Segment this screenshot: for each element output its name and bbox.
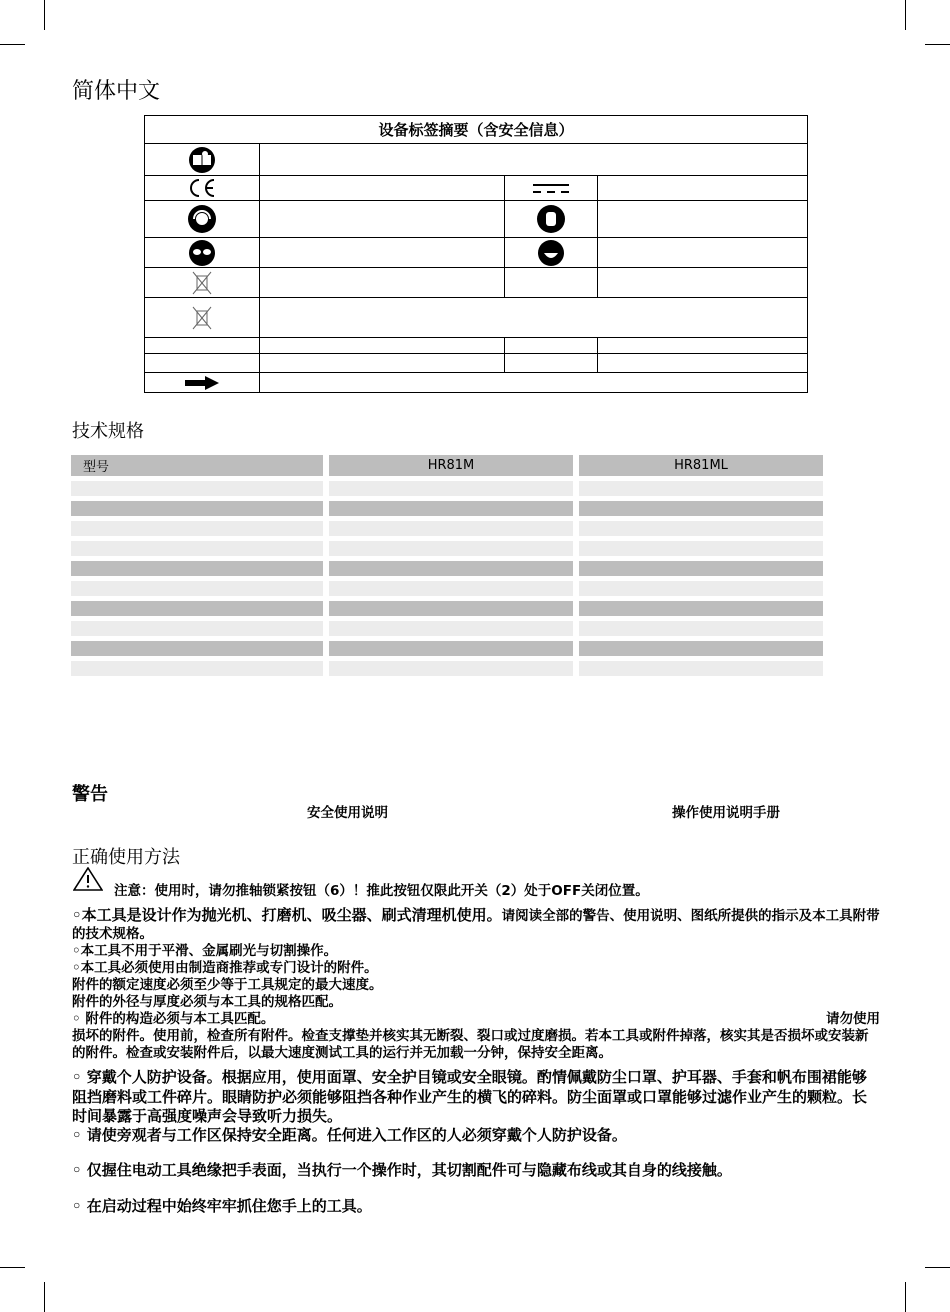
spec-header-model: 型号	[71, 455, 323, 476]
usage-item-2: ◦本工具不用于平滑、金属刷光与切割操作。	[72, 942, 338, 959]
crop-mark	[925, 44, 950, 45]
spec-header-hr81ml: HR81ML	[579, 455, 823, 476]
usage-item-6c: 损坏的附件。使用前，检查所有附件。检查支撑垫并核实其无断裂、裂口或过度磨损。若本工具或附件掉落，核实其是否损坏或安装新的附件。检查或安装附件后，以最大速度测试工具的运行并无加载一分钟，保持安全距离。	[72, 1027, 869, 1061]
insulated-grip-paragraph: ◦ 仅握住电动工具绝缘把手表面，当执行一个操作时，其切割配件可与隐藏布线或其自身的线接触。	[72, 1161, 732, 1179]
crop-mark	[905, 1282, 906, 1312]
spec-row	[71, 481, 823, 496]
spec-row	[71, 581, 823, 596]
usage-item-6a: ◦ 附件的构造必须与本工具匹配。	[72, 1010, 275, 1027]
page-title: 简体中文	[72, 79, 161, 104]
arrow-right-icon	[145, 376, 259, 390]
eye-protection-icon	[145, 239, 259, 267]
usage-body	[72, 906, 880, 1062]
operation-manual-label: 操作使用说明手册	[672, 805, 780, 821]
crop-mark	[44, 1282, 45, 1312]
caution-icon	[73, 867, 103, 895]
startup-grip-paragraph: ◦ 在启动过程中始终牢牢抓住您手上的工具。	[72, 1197, 372, 1215]
spec-header-hr81m: HR81M	[329, 455, 573, 476]
spec-row	[71, 661, 823, 676]
spec-row	[71, 601, 823, 616]
weee-bin-icon	[145, 270, 259, 296]
spec-row	[71, 521, 823, 536]
gloves-icon	[505, 204, 597, 234]
read-manual-icon	[145, 146, 259, 174]
weee-bin-icon-2	[145, 305, 259, 331]
usage-item-4: 附件的额定速度必须至少等于工具规定的最大速度。	[72, 976, 383, 993]
spec-header-row	[71, 455, 823, 476]
bystander-paragraph: ◦ 请使旁观者与工作区保持安全距离。任何进入工作区的人必须穿戴个人防护设备。	[72, 1126, 627, 1144]
spec-row	[71, 541, 823, 556]
label-summary-table	[144, 115, 808, 393]
crop-mark	[925, 1267, 950, 1268]
ppe-paragraph: ◦ 穿戴个人防护设备。根据应用，使用面罩、安全护目镜或安全眼镜。酌情佩戴防尘口罩、护耳器、手套和帆布围裙能够阻挡磨料或工件碎片。眼睛防护必须能够阻挡各种作业产生的横飞的碎料。防尘面罩或口罩能够过滤作业产生的颗粒。长时间暴露于高强度噪声会导致听力损失。	[72, 1068, 868, 1125]
usage-para-1-rest: 请阅读全部的警告、使用说明、图纸所提供的指示及本工具附带的技术规格。	[72, 908, 880, 942]
spec-row	[71, 501, 823, 516]
usage-item-6b: 请勿使用	[826, 1010, 880, 1027]
ear-protection-icon	[145, 204, 259, 234]
usage-heading: 正确使用方法	[72, 847, 180, 868]
crop-mark	[0, 44, 25, 45]
spec-table	[65, 450, 829, 681]
dust-mask-icon	[505, 239, 597, 267]
crop-mark	[905, 0, 906, 30]
dc-symbol-icon	[505, 181, 597, 195]
usage-item-3: ◦本工具必须使用由制造商推荐或专门设计的附件。	[72, 959, 378, 976]
usage-item-6	[72, 1011, 880, 1028]
spec-row	[71, 561, 823, 576]
spec-row	[71, 621, 823, 636]
usage-item-5: 附件的外径与厚度必须与本工具的规格匹配。	[72, 993, 342, 1010]
usage-para-1-lead: ◦本工具是设计作为抛光机、打磨机、吸尘器、刷式清理机使用。	[72, 906, 502, 924]
caution-text: 注意：使用时，请勿推轴锁紧按钮（6）！推此按钮仅限此开关（2）处于OFF关闭位置。	[114, 883, 649, 899]
crop-mark	[0, 1267, 25, 1268]
warning-heading: 警告	[72, 784, 108, 805]
usage-para-1	[72, 906, 880, 943]
ce-mark-icon	[145, 178, 259, 198]
safety-instructions-label: 安全使用说明	[307, 805, 388, 821]
crop-mark	[44, 0, 45, 30]
label-table-title: 设备标签摘要（含安全信息）	[145, 116, 808, 144]
spec-row	[71, 641, 823, 656]
spec-heading: 技术规格	[72, 421, 144, 442]
